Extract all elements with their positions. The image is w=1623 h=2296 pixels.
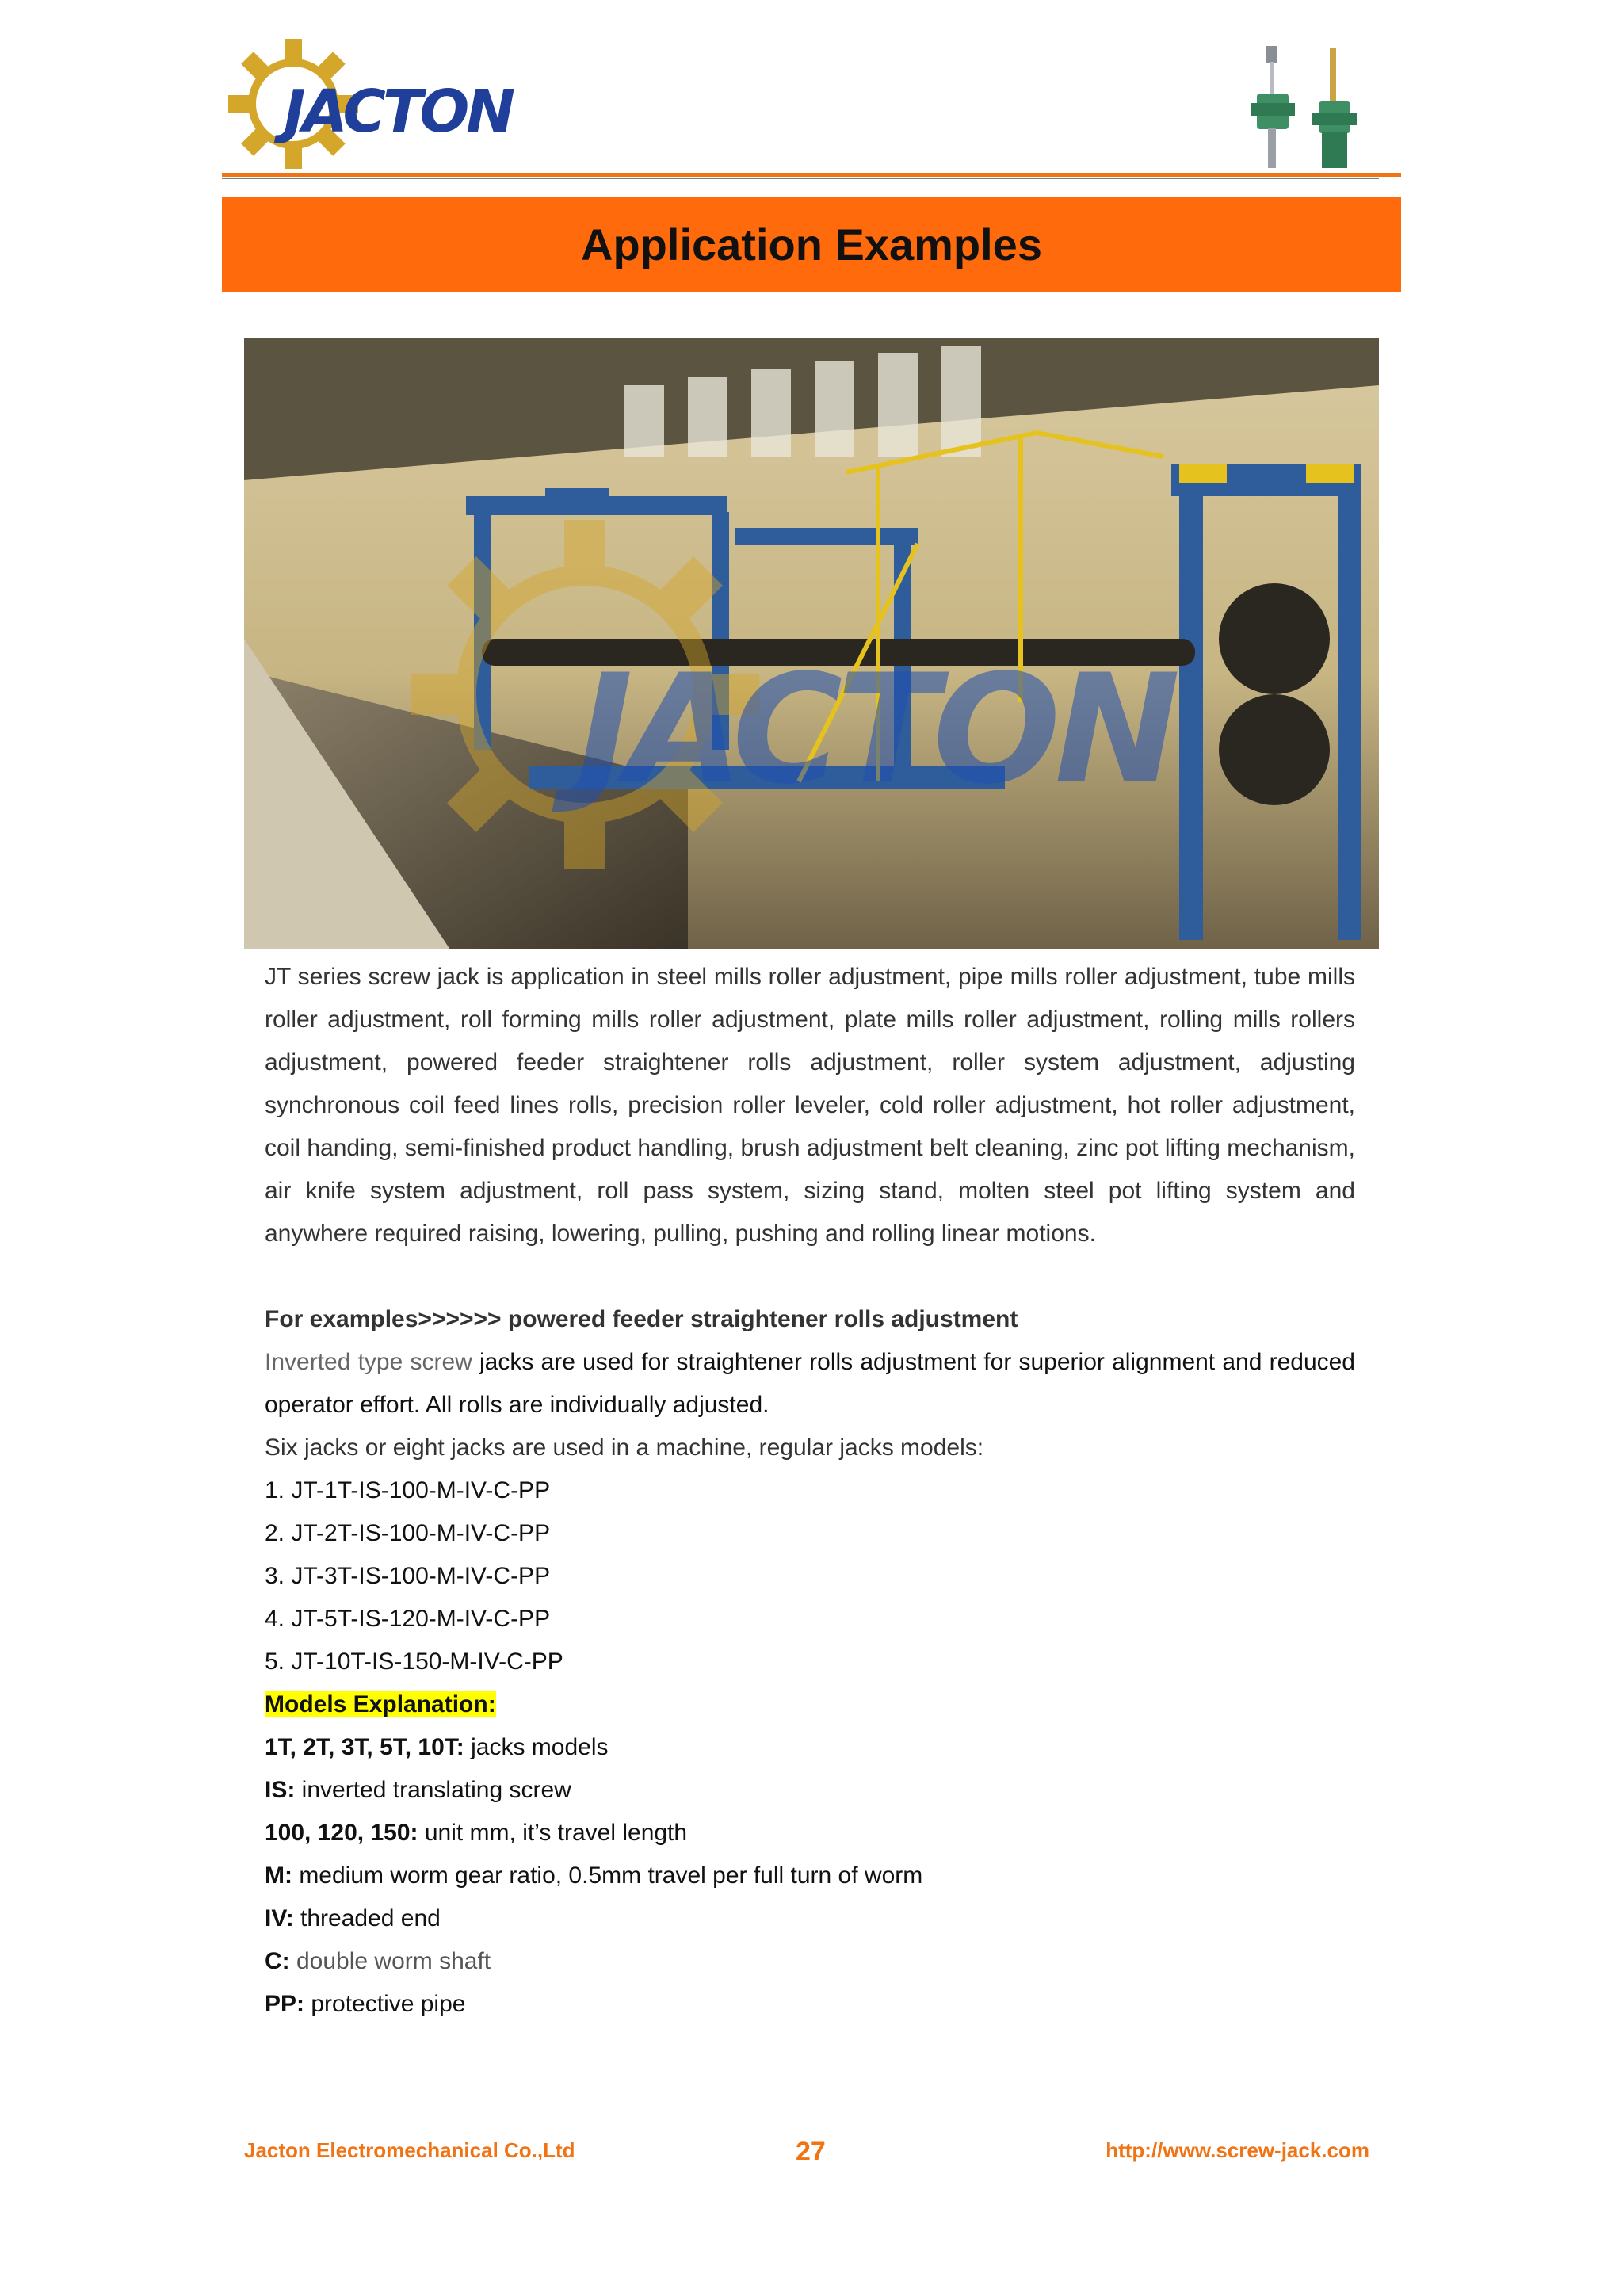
explanation-term: IV:: [265, 1905, 294, 1931]
explanation-term: 100, 120, 150:: [265, 1820, 418, 1846]
jacton-logo: [222, 36, 513, 171]
explanation-item: [265, 1897, 1355, 1940]
example-heading: For examples>>>>>> powered feeder straightener rolls adjustment: [265, 1306, 1018, 1332]
model-item: 5. JT-10T-IS-150-M-IV-C-PP: [265, 1648, 563, 1675]
spacer: [265, 1255, 1355, 1298]
explanation-item: [265, 1812, 1355, 1855]
photo-watermark-text: JACTON: [577, 642, 1174, 817]
models-intro: Six jacks or eight jacks are used in a machine, regular jacks models:: [265, 1435, 984, 1461]
example-paragraph: [265, 1341, 1355, 1427]
explanation-item: [265, 1726, 1355, 1769]
steel-mill-photo-image: [244, 338, 1379, 949]
page-footer: [244, 2132, 1379, 2179]
explanation-term: 1T, 2T, 3T, 5T, 10T:: [265, 1734, 464, 1760]
explanation-item: [265, 1769, 1355, 1812]
title-band: [222, 197, 1401, 292]
intro-paragraph: JT series screw jack is application in steel mills roller adjustment, pipe mills roller adjustment, tube mills roller adjustment, roll forming mills roller adjustment, plate mills roller adjustment, rolling mills rollers adjustment, powered feeder straightener rolls adjustment, roller system adjustment, adjusting synchronous coil feed lines rolls, precision roller leveler, cold roller adjustment, hot roller adjustment, coil handing, semi-finished product handling, brush adjustment belt cleaning, zinc pot lifting mechanism, air knife system adjustment, roll pass system, sizing stand, molten steel pot lifting system and anywhere required raising, lowering, pulling, pushing and rolling linear motions.: [265, 964, 1355, 1247]
explanation-heading: Models Explanation:: [265, 1691, 496, 1717]
explanation-desc: medium worm gear ratio, 0.5mm travel per full turn of worm: [292, 1862, 923, 1889]
explanation-term: M:: [265, 1862, 292, 1889]
explanation-term: C:: [265, 1948, 290, 1974]
page-title: Application Examples: [581, 219, 1042, 269]
application-photo: [244, 338, 1379, 949]
example-lead: Inverted type screw: [265, 1349, 472, 1375]
explanation-item: [265, 1983, 1355, 2026]
explanation-item: [265, 1855, 1355, 1897]
explanation-desc: double worm shaft: [289, 1948, 491, 1974]
explanation-desc: inverted translating screw: [295, 1777, 571, 1803]
page-header: [222, 32, 1401, 182]
explanation-desc: jacks models: [464, 1734, 609, 1760]
model-item: 4. JT-5T-IS-120-M-IV-C-PP: [265, 1606, 551, 1632]
explanation-item: [265, 1940, 1355, 1983]
model-item: 2. JT-2T-IS-100-M-IV-C-PP: [265, 1520, 551, 1546]
page-number: 27: [796, 2137, 826, 2167]
explanation-desc: threaded end: [293, 1905, 441, 1931]
main-content: [265, 956, 1355, 2026]
model-item: 1. JT-1T-IS-100-M-IV-C-PP: [265, 1477, 551, 1503]
logo-wordmark: JACTON: [284, 78, 513, 146]
screw-jacks-image: [1243, 46, 1377, 173]
explanation-desc: protective pipe: [304, 1991, 466, 2017]
header-rule-shadow: [222, 178, 1379, 179]
model-item: 3. JT-3T-IS-100-M-IV-C-PP: [265, 1563, 551, 1589]
footer-company: Jacton Electromechanical Co.,Ltd: [244, 2138, 575, 2162]
explanation-term: IS:: [265, 1777, 296, 1803]
explanation-heading-row: [265, 1683, 1355, 1726]
header-rule: [222, 173, 1401, 177]
footer-url-link[interactable]: http://www.screw-jack.com: [1106, 2138, 1369, 2162]
explanation-desc: unit mm, it’s travel length: [418, 1820, 688, 1846]
example-text: jacks are used for straightener rolls adjustment for superior alignment and reduced operator effort. All rolls are individually adjusted.: [265, 1349, 1355, 1418]
explanation-term: PP:: [265, 1991, 305, 2017]
